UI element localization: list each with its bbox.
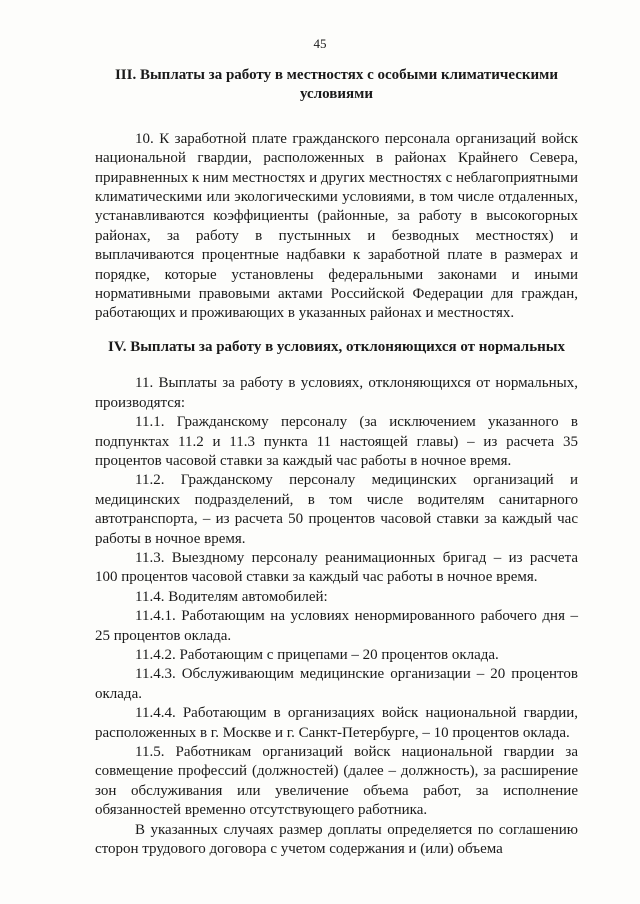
paragraph-11-4-1: 11.4.1. Работающим на условиях ненормированного рабочего дня – 25 процентов оклада. bbox=[95, 608, 578, 644]
section-4-body bbox=[95, 374, 578, 859]
paragraph-11: 11. Выплаты за работу в условиях, отклоняющихся от нормальных, производятся: bbox=[95, 375, 578, 411]
paragraph-11-4-2: 11.4.2. Работающим с прицепами – 20 процентов оклада. bbox=[135, 646, 499, 663]
paragraph-11-4-4: 11.4.4. Работающим в организациях войск национальной гвардии, расположенных в г. Москве и г. Санкт-Петербурге, – 10 процентов оклада. bbox=[95, 705, 578, 741]
paragraph-10: 10. К заработной плате гражданского персонала организаций войск национальной гвардии, расположенных в районах Крайнего Севера, приравненных к ним местностях и других местностях с неблагоприятными климатическими или экологическими условиями, в том числе отдаленных, устанавливаются коэффициенты (районные, за работу в высокогорных районах, за работу в пустынных и безводных местностях) и выплачиваются процентные надбавки к заработной плате в размерах и порядке, которые установлены федеральными законами и иными нормативными правовыми актами Российской Федерации для граждан, работающих и проживающих в указанных районах и местностях. bbox=[95, 130, 578, 322]
paragraph-continuation: В указанных случаях размер доплаты определяется по соглашению сторон трудового договора с учетом содержания и (или) объема bbox=[95, 821, 578, 858]
paragraph-11-5: 11.5. Работникам организаций войск национальной гвардии за совмещение профессий (должностей) (далее – должность), за расширение зон обслуживания или увеличение объема работ, за исполнение обязанностей временно отсутствующего работника. bbox=[95, 744, 578, 819]
section-heading-4: IV. Выплаты за работу в условиях, отклоняющихся от нормальных bbox=[107, 338, 566, 355]
paragraph-11-3: 11.3. Выездному персоналу реанимационных бригад – из расчета 100 процентов часовой ставки за каждый час работы в ночное время. bbox=[95, 549, 578, 586]
section-3-body bbox=[95, 130, 578, 324]
paragraph-11-4-3: 11.4.3. Обслуживающим медицинские организации – 20 процентов оклада. bbox=[95, 666, 578, 702]
page-number: 45 bbox=[313, 36, 327, 51]
paragraph-11-2: 11.2. Гражданскому персоналу медицинских организаций и медицинских подразделений, в том числе водителям санитарного автотранспорта, – из расчета 50 процентов часовой ставки за каждый час работы в ночное время. bbox=[95, 472, 578, 547]
section-heading-3: III. Выплаты за работу в местностях с особыми климатическими условиями bbox=[114, 67, 559, 103]
paragraph-11-4: 11.4. Водителям автомобилей: bbox=[135, 588, 328, 605]
paragraph-11-1: 11.1. Гражданскому персоналу (за исключением указанного в подпунктах 11.2 и 11.3 пункта 11 настоящей главы) – из расчета 35 процентов часовой ставки за каждый час работы в ночное время. bbox=[95, 414, 578, 469]
document-body bbox=[95, 62, 578, 859]
